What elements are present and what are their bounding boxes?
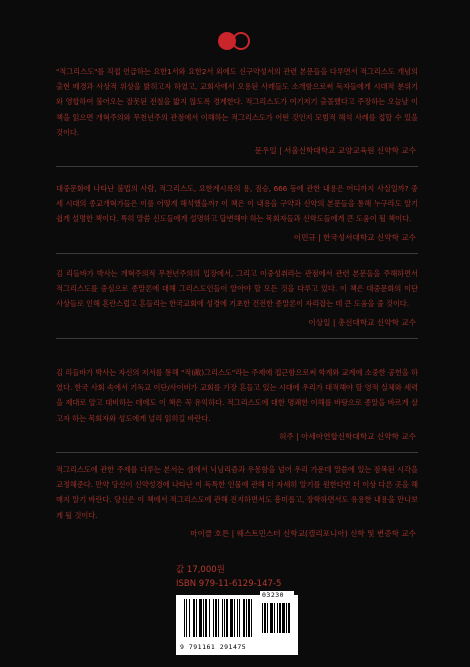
review-signature: 문우일 | 서울신학대학교 교양교육원 신약학 교수 (254, 146, 416, 156)
divider (56, 166, 418, 167)
price: 값 17,000원 (176, 565, 225, 575)
review-signature: 마이클 호튼 | 웨스트민스터 신학교(캘리포니아) 신학 및 변증학 교수 (190, 528, 416, 538)
review-text: 대중문화에 나타난 불법의 사람, 적그리스도, 요한계시록의 용, 짐승, 666 등에 관한 내용은 어디까지 사실일까? 중세 시대의 종교개혁가들은 이를 어떻게 해석했을까? 이 책은 이 내용을 구약과 신약의 본문들을 통해 누구라도 알기 쉽게 설명한 책이다. 특히 말씀 신도들에게 설명하고 답변해야 하는 목회자들과 신학도들에게 큰 도움이 될 책이다. (56, 184, 418, 224)
review-block (56, 181, 418, 254)
review-block (56, 365, 418, 453)
review-text: "적그리스도"를 직접 언급하는 요한1서와 요한2서 외에도 신구약성서의 관련 본문들을 다루면서 적그리스도 개념의 출현 배경과 사상적 위상을 밝히고자 하였고, 교회사에서 오용된 사례들도 소개함으로써 독자들에게 시대적 분위기와 영합하여 불어오는 잘못된 전철을 밟지 않도록 경계한다. 적그리스도가 여기저기 출몰했다고 주장하는 오늘날 이 책을 읽으면 개혁주의와 무천년주의 관점에서 이해하는 적그리스도가 어떤 것인지 모범적 해석 사례를 접할 수 있을 것이다. (56, 67, 418, 137)
price-block (176, 563, 281, 591)
review-text: 김 리들바가 박사는 개혁주의적 무천년주의의 입장에서, 그리고 이중성취라는 관점에서 관련 본문들을 주해하면서 적그리스도를 중심으로 종말론에 대해 그리스도인들이 알아야 할 모든 것을 다루고 있다. 이 책은 대중문화의 이단 사상들로 인해 혼란스럽고 흔들리는 한국교회에 성경에 기초한 건전한 종말론이 자리잡는 데 큰 도움을 줄 것이다. (56, 269, 418, 309)
barcode-addon (260, 591, 294, 639)
review-signature: 이상일 | 총신대학교 신약학 교수 (308, 317, 416, 327)
review-signature: 이민규 | 한국성서대학교 신약학 교수 (293, 232, 416, 242)
review-block (56, 266, 418, 339)
divider (56, 338, 418, 339)
review-text: 적그리스도에 관한 주제를 다루는 본서는 셈에서 닉님리즘과 우몽함을 넘어 우리 가운데 말씀에 있는 잠복된 시각을 교정해준다. 만약 당신이 신약성경에 나타난 이 독특한 인물에 관해 더 자세히 알기를 원한다면 더 이상 다른 곳을 해매지 말기 바란다. 당신은 이 책에서 적그리스도에 관해 진지하면서도 흥미롭고, 장학하면서도 유용한 내용을 만나보게 될 것이다. (56, 465, 418, 520)
barcode-addon-bars (262, 603, 292, 633)
review-signature: 허주 | 아세아연합신학대학교 신약학 교수 (279, 431, 416, 441)
review-block (56, 64, 418, 167)
logo-outline-circle (232, 32, 250, 50)
barcode (176, 591, 298, 655)
barcode-addon-number: 03230 (262, 591, 285, 599)
divider (56, 452, 418, 453)
barcode-number: 9 791161 291475 (180, 643, 247, 651)
divider (56, 253, 418, 254)
isbn: ISBN 979-11-6129-147-5 (176, 579, 282, 589)
barcode-stripe (251, 599, 252, 637)
publisher-logo (218, 32, 252, 50)
review-block (56, 462, 418, 539)
barcode-stripe (288, 603, 290, 633)
review-text: 김 리들바가 박사는 자신의 저서를 통해 "적(敵)그리스도"라는 주제에 접근함으로써 학계와 교계에 소중한 공헌을 하였다. 한국 사회 속에서 기독교 이단/사이비가 교회를 가장 흔들고 있는 시대에 우리가 대적해야 할 영적 실체와 세력을 제대로 알고 대비하는 데에도 이 책은 꼭 유익하다. 적그리스도에 대한 명쾌한 이해를 바탕으로 종말을 바르게 살고자 하는 목회자와 성도에게 널리 읽히길 바란다. (56, 368, 418, 423)
